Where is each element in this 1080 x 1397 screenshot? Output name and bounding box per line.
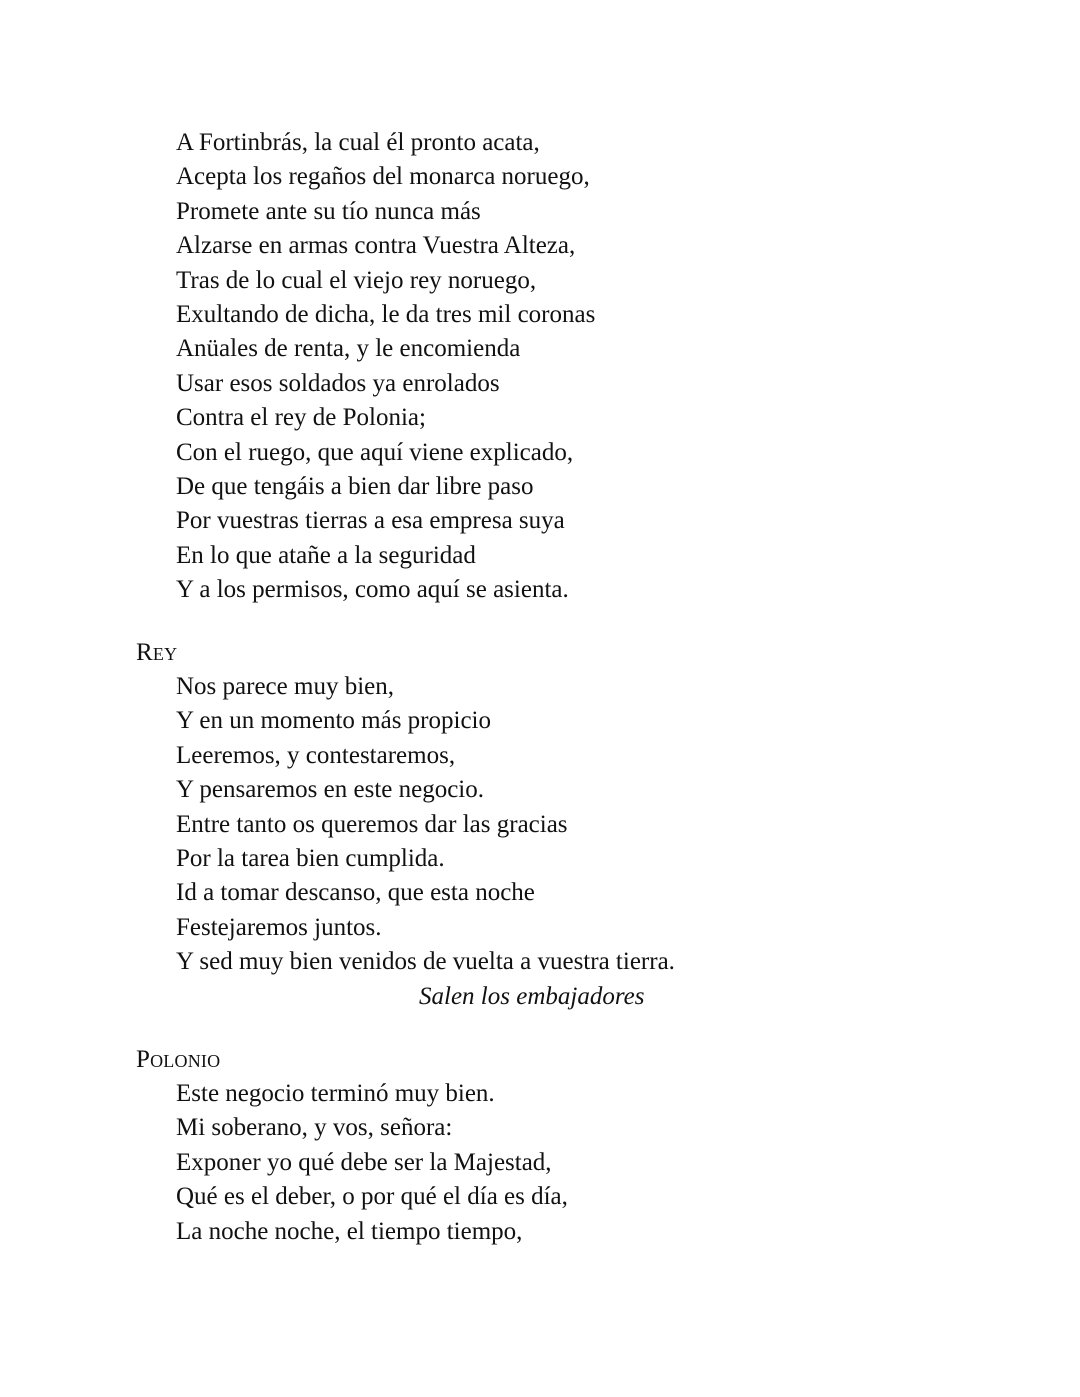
verse-line: Tras de lo cual el viejo rey noruego, — [176, 266, 537, 294]
verse-line: Id a tomar descanso, que esta noche — [176, 879, 535, 907]
verse-line: Mi soberano, y vos, señora: — [176, 1114, 453, 1142]
verse-line: Entre tanto os queremos dar las gracias — [176, 810, 568, 838]
verse-passage-continued — [136, 126, 595, 608]
verse-line: En lo que atañe a la seguridad — [176, 541, 476, 569]
verse-line: Exultando de dicha, le da tres mil coronas — [176, 301, 596, 329]
verse-line: Por vuestras tierras a esa empresa suya — [176, 507, 565, 535]
verse-line: A Fortinbrás, la cual él pronto acata, — [176, 129, 540, 156]
verse-line: Con el ruego, que aquí viene explicado, — [176, 438, 574, 466]
verse-line: Acepta los regaños del monarca noruego, — [176, 163, 590, 191]
verse-line: Qué es el deber, o por qué el día es día, — [176, 1183, 568, 1211]
verse-line: Nos parece muy bien, — [176, 673, 394, 700]
verse-line: Leeremos, y contestaremos, — [176, 741, 456, 769]
verse-line: Por la tarea bien cumplida. — [176, 845, 445, 873]
speaker-name: Polonio — [136, 1046, 221, 1073]
verse-line: La noche noche, el tiempo tiempo, — [176, 1217, 523, 1245]
verse-line: Y sed muy bien venidos de vuelta a vuestra tierra. — [176, 948, 675, 976]
stage-direction: Salen los embajadores — [419, 982, 645, 1010]
verse-line: Anüales de renta, y le encomienda — [176, 335, 521, 363]
speaker-name: Rey — [136, 639, 178, 666]
verse-line: Este negocio terminó muy bien. — [176, 1080, 495, 1107]
speech-rey — [136, 636, 675, 1014]
verse-line: Y a los permisos, como aquí se asienta. — [176, 576, 569, 604]
verse-line: Exponer yo qué debe ser la Majestad, — [176, 1148, 552, 1176]
verse-line: De que tengáis a bien dar libre paso — [176, 473, 534, 501]
speech-polonio — [136, 1043, 568, 1249]
verse-line: Y en un momento más propicio — [176, 707, 491, 735]
verse-line: Usar esos soldados ya enrolados — [176, 369, 500, 397]
verse-line: Y pensaremos en este negocio. — [176, 776, 484, 804]
verse-line: Promete ante su tío nunca más — [176, 197, 481, 225]
verse-line: Festejaremos juntos. — [176, 913, 382, 941]
verse-line: Alzarse en armas contra Vuestra Alteza, — [176, 232, 576, 260]
verse-line: Contra el rey de Polonia; — [176, 404, 426, 432]
